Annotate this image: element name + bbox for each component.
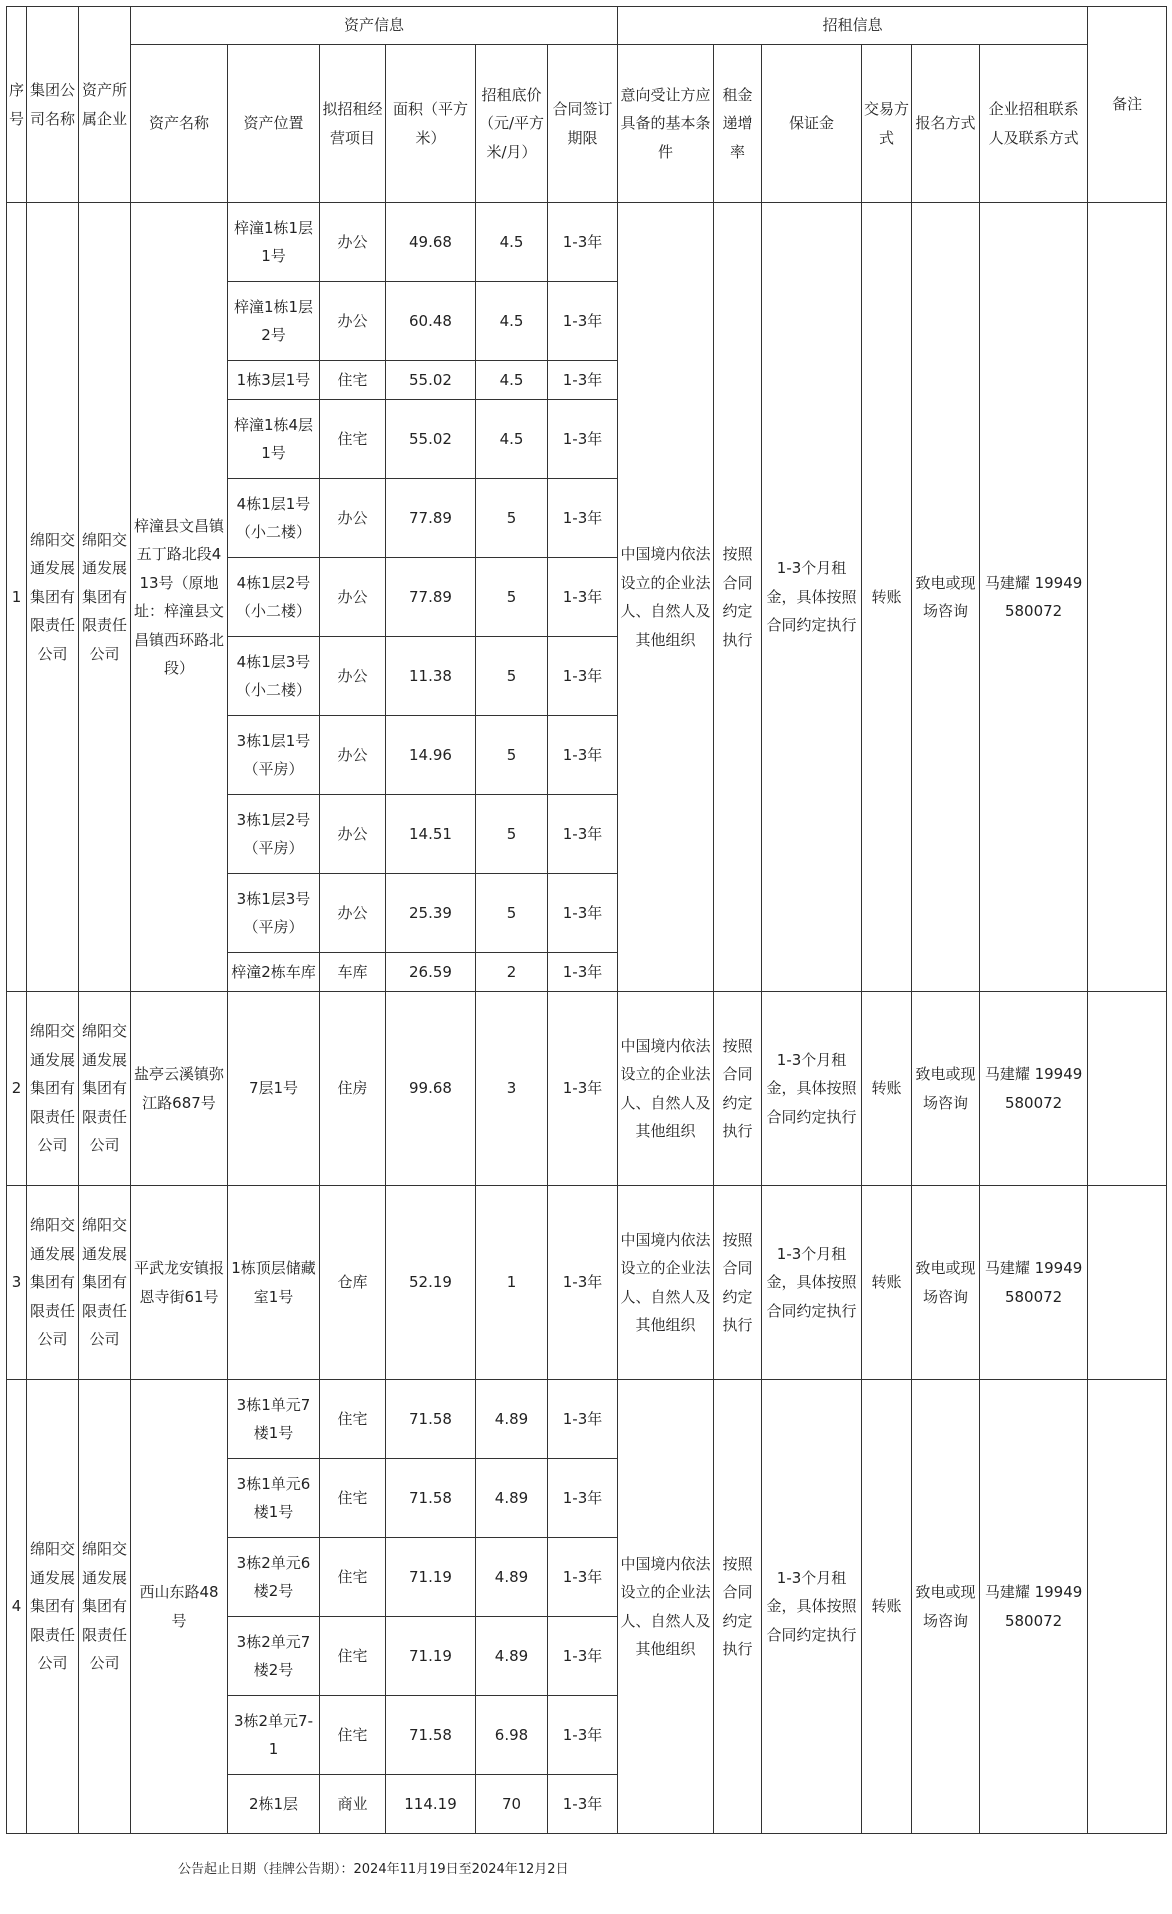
header-area: 面积（平方米）: [386, 45, 476, 203]
business-cell: 商业: [320, 1775, 386, 1834]
location-cell: 梓潼1栋4层1号: [228, 400, 320, 479]
group-company-cell: 绵阳交通发展集团有限责任公司: [27, 992, 79, 1186]
location-cell: 3栋1单元6楼1号: [228, 1459, 320, 1538]
area-cell: 71.58: [386, 1459, 476, 1538]
term-cell: 1-3年: [548, 716, 618, 795]
group-company-cell: 绵阳交通发展集团有限责任公司: [27, 1186, 79, 1380]
area-cell: 14.51: [386, 795, 476, 874]
term-cell: 1-3年: [548, 637, 618, 716]
business-cell: 办公: [320, 716, 386, 795]
header-business: 拟招租经营项目: [320, 45, 386, 203]
base-price-cell: 4.5: [476, 282, 548, 361]
base-price-cell: 6.98: [476, 1696, 548, 1775]
area-cell: 71.58: [386, 1696, 476, 1775]
table-row: [7, 203, 1167, 282]
contact-cell: 马建耀 19949580072: [980, 203, 1088, 992]
table-row: [7, 1380, 1167, 1459]
location-cell: 4栋1层3号（小二楼）: [228, 637, 320, 716]
header-group-company: 集团公司名称: [27, 7, 79, 203]
header-group-asset: 资产信息: [131, 7, 618, 45]
announcement-period: 公告起止日期（挂牌公告期）：2024年11月19日至2024年12月2日: [178, 1862, 569, 1877]
deposit-cell: 1-3个月租金，具体按照合同约定执行: [762, 1380, 862, 1834]
asset-name-cell: 盐亭云溪镇弥江路687号: [131, 992, 228, 1186]
rental-notice-table: [6, 6, 1167, 1834]
asset-name-cell: 梓潼县文昌镇五丁路北段413号（原地址：梓潼县文昌镇西环路北段）: [131, 203, 228, 992]
header-term: 合同签订期限: [548, 45, 618, 203]
header-asset-company: 资产所属企业: [79, 7, 131, 203]
location-cell: 梓潼1栋1层2号: [228, 282, 320, 361]
header-signup: 报名方式: [912, 45, 980, 203]
term-cell: 1-3年: [548, 1617, 618, 1696]
area-cell: 26.59: [386, 953, 476, 992]
conditions-cell: 中国境内依法设立的企业法人、自然人及其他组织: [618, 992, 714, 1186]
base-price-cell: 4.5: [476, 400, 548, 479]
header-seq: 序号: [7, 7, 27, 203]
term-cell: 1-3年: [548, 795, 618, 874]
term-cell: 1-3年: [548, 361, 618, 400]
header-group-rent: 招租信息: [618, 7, 1088, 45]
group-company-cell: 绵阳交通发展集团有限责任公司: [27, 203, 79, 992]
base-price-cell: 1: [476, 1186, 548, 1380]
base-price-cell: 4.89: [476, 1617, 548, 1696]
signup-cell: 致电或现场咨询: [912, 203, 980, 992]
trade-cell: 转账: [862, 203, 912, 992]
area-cell: 77.89: [386, 558, 476, 637]
trade-cell: 转账: [862, 1380, 912, 1834]
header-asset-name: 资产名称: [131, 45, 228, 203]
area-cell: 71.19: [386, 1538, 476, 1617]
area-cell: 55.02: [386, 361, 476, 400]
signup-cell: 致电或现场咨询: [912, 992, 980, 1186]
location-cell: 梓潼2栋车库: [228, 953, 320, 992]
increase-cell: 按照合同约定执行: [714, 203, 762, 992]
term-cell: 1-3年: [548, 282, 618, 361]
base-price-cell: 5: [476, 479, 548, 558]
location-cell: 1栋顶层储藏室1号: [228, 1186, 320, 1380]
asset-name-cell: 西山东路48号: [131, 1380, 228, 1834]
location-cell: 3栋1层3号（平房）: [228, 874, 320, 953]
term-cell: 1-3年: [548, 1459, 618, 1538]
location-cell: 3栋2单元7楼2号: [228, 1617, 320, 1696]
business-cell: 住宅: [320, 1696, 386, 1775]
header-base-price: 招租底价（元/平方米/月）: [476, 45, 548, 203]
base-price-cell: 4.5: [476, 203, 548, 282]
asset-company-cell: 绵阳交通发展集团有限责任公司: [79, 1186, 131, 1380]
deposit-cell: 1-3个月租金，具体按照合同约定执行: [762, 992, 862, 1186]
remark-cell: [1088, 992, 1167, 1186]
term-cell: 1-3年: [548, 1775, 618, 1834]
business-cell: 办公: [320, 874, 386, 953]
area-cell: 11.38: [386, 637, 476, 716]
location-cell: 1栋3层1号: [228, 361, 320, 400]
area-cell: 49.68: [386, 203, 476, 282]
increase-cell: 按照合同约定执行: [714, 992, 762, 1186]
header-remark: 备注: [1088, 7, 1167, 203]
base-price-cell: 4.89: [476, 1538, 548, 1617]
asset-company-cell: 绵阳交通发展集团有限责任公司: [79, 203, 131, 992]
area-cell: 60.48: [386, 282, 476, 361]
seq-cell: 1: [7, 203, 27, 992]
area-cell: 99.68: [386, 992, 476, 1186]
term-cell: 1-3年: [548, 953, 618, 992]
seq-cell: 3: [7, 1186, 27, 1380]
business-cell: 住宅: [320, 361, 386, 400]
location-cell: 2栋1层: [228, 1775, 320, 1834]
term-cell: 1-3年: [548, 1696, 618, 1775]
asset-company-cell: 绵阳交通发展集团有限责任公司: [79, 1380, 131, 1834]
header-conditions: 意向受让方应具备的基本条件: [618, 45, 714, 203]
base-price-cell: 4.89: [476, 1380, 548, 1459]
conditions-cell: 中国境内依法设立的企业法人、自然人及其他组织: [618, 1186, 714, 1380]
table-row: [7, 992, 1167, 1186]
area-cell: 71.58: [386, 1380, 476, 1459]
business-cell: 车库: [320, 953, 386, 992]
asset-name-cell: 平武龙安镇报恩寺街61号: [131, 1186, 228, 1380]
business-cell: 住宅: [320, 1617, 386, 1696]
base-price-cell: 3: [476, 992, 548, 1186]
location-cell: 3栋1单元7楼1号: [228, 1380, 320, 1459]
business-cell: 住房: [320, 992, 386, 1186]
base-price-cell: 2: [476, 953, 548, 992]
location-cell: 3栋2单元6楼2号: [228, 1538, 320, 1617]
base-price-cell: 4.89: [476, 1459, 548, 1538]
seq-cell: 2: [7, 992, 27, 1186]
location-cell: 3栋1层2号（平房）: [228, 795, 320, 874]
base-price-cell: 5: [476, 716, 548, 795]
conditions-cell: 中国境内依法设立的企业法人、自然人及其他组织: [618, 1380, 714, 1834]
remark-cell: [1088, 1186, 1167, 1380]
trade-cell: 转账: [862, 992, 912, 1186]
business-cell: 办公: [320, 203, 386, 282]
base-price-cell: 70: [476, 1775, 548, 1834]
location-cell: 3栋1层1号（平房）: [228, 716, 320, 795]
term-cell: 1-3年: [548, 874, 618, 953]
term-cell: 1-3年: [548, 558, 618, 637]
remark-cell: [1088, 1380, 1167, 1834]
business-cell: 仓库: [320, 1186, 386, 1380]
location-cell: 7层1号: [228, 992, 320, 1186]
trade-cell: 转账: [862, 1186, 912, 1380]
business-cell: 办公: [320, 795, 386, 874]
deposit-cell: 1-3个月租金，具体按照合同约定执行: [762, 1186, 862, 1380]
header-trade: 交易方式: [862, 45, 912, 203]
base-price-cell: 5: [476, 874, 548, 953]
business-cell: 办公: [320, 479, 386, 558]
increase-cell: 按照合同约定执行: [714, 1186, 762, 1380]
term-cell: 1-3年: [548, 400, 618, 479]
term-cell: 1-3年: [548, 1186, 618, 1380]
conditions-cell: 中国境内依法设立的企业法人、自然人及其他组织: [618, 203, 714, 992]
table-body: [7, 203, 1167, 1834]
area-cell: 55.02: [386, 400, 476, 479]
base-price-cell: 5: [476, 795, 548, 874]
term-cell: 1-3年: [548, 1538, 618, 1617]
location-cell: 4栋1层1号（小二楼）: [228, 479, 320, 558]
location-cell: 3栋2单元7-1: [228, 1696, 320, 1775]
contact-cell: 马建耀 19949580072: [980, 1380, 1088, 1834]
increase-cell: 按照合同约定执行: [714, 1380, 762, 1834]
signup-cell: 致电或现场咨询: [912, 1380, 980, 1834]
header-contact: 企业招租联系人及联系方式: [980, 45, 1088, 203]
business-cell: 住宅: [320, 400, 386, 479]
area-cell: 77.89: [386, 479, 476, 558]
remark-cell: [1088, 203, 1167, 992]
location-cell: 4栋1层2号（小二楼）: [228, 558, 320, 637]
header-deposit: 保证金: [762, 45, 862, 203]
deposit-cell: 1-3个月租金，具体按照合同约定执行: [762, 203, 862, 992]
term-cell: 1-3年: [548, 992, 618, 1186]
signup-cell: 致电或现场咨询: [912, 1186, 980, 1380]
group-company-cell: 绵阳交通发展集团有限责任公司: [27, 1380, 79, 1834]
area-cell: 71.19: [386, 1617, 476, 1696]
base-price-cell: 4.5: [476, 361, 548, 400]
contact-cell: 马建耀 19949580072: [980, 1186, 1088, 1380]
base-price-cell: 5: [476, 637, 548, 716]
header-asset-location: 资产位置: [228, 45, 320, 203]
business-cell: 办公: [320, 282, 386, 361]
term-cell: 1-3年: [548, 1380, 618, 1459]
business-cell: 办公: [320, 558, 386, 637]
area-cell: 14.96: [386, 716, 476, 795]
business-cell: 住宅: [320, 1380, 386, 1459]
seq-cell: 4: [7, 1380, 27, 1834]
base-price-cell: 5: [476, 558, 548, 637]
area-cell: 52.19: [386, 1186, 476, 1380]
header-increase: 租金递增率: [714, 45, 762, 203]
business-cell: 住宅: [320, 1538, 386, 1617]
contact-cell: 马建耀 19949580072: [980, 992, 1088, 1186]
term-cell: 1-3年: [548, 479, 618, 558]
area-cell: 25.39: [386, 874, 476, 953]
term-cell: 1-3年: [548, 203, 618, 282]
asset-company-cell: 绵阳交通发展集团有限责任公司: [79, 992, 131, 1186]
area-cell: 114.19: [386, 1775, 476, 1834]
location-cell: 梓潼1栋1层1号: [228, 203, 320, 282]
business-cell: 办公: [320, 637, 386, 716]
table-row: [7, 1186, 1167, 1380]
business-cell: 住宅: [320, 1459, 386, 1538]
